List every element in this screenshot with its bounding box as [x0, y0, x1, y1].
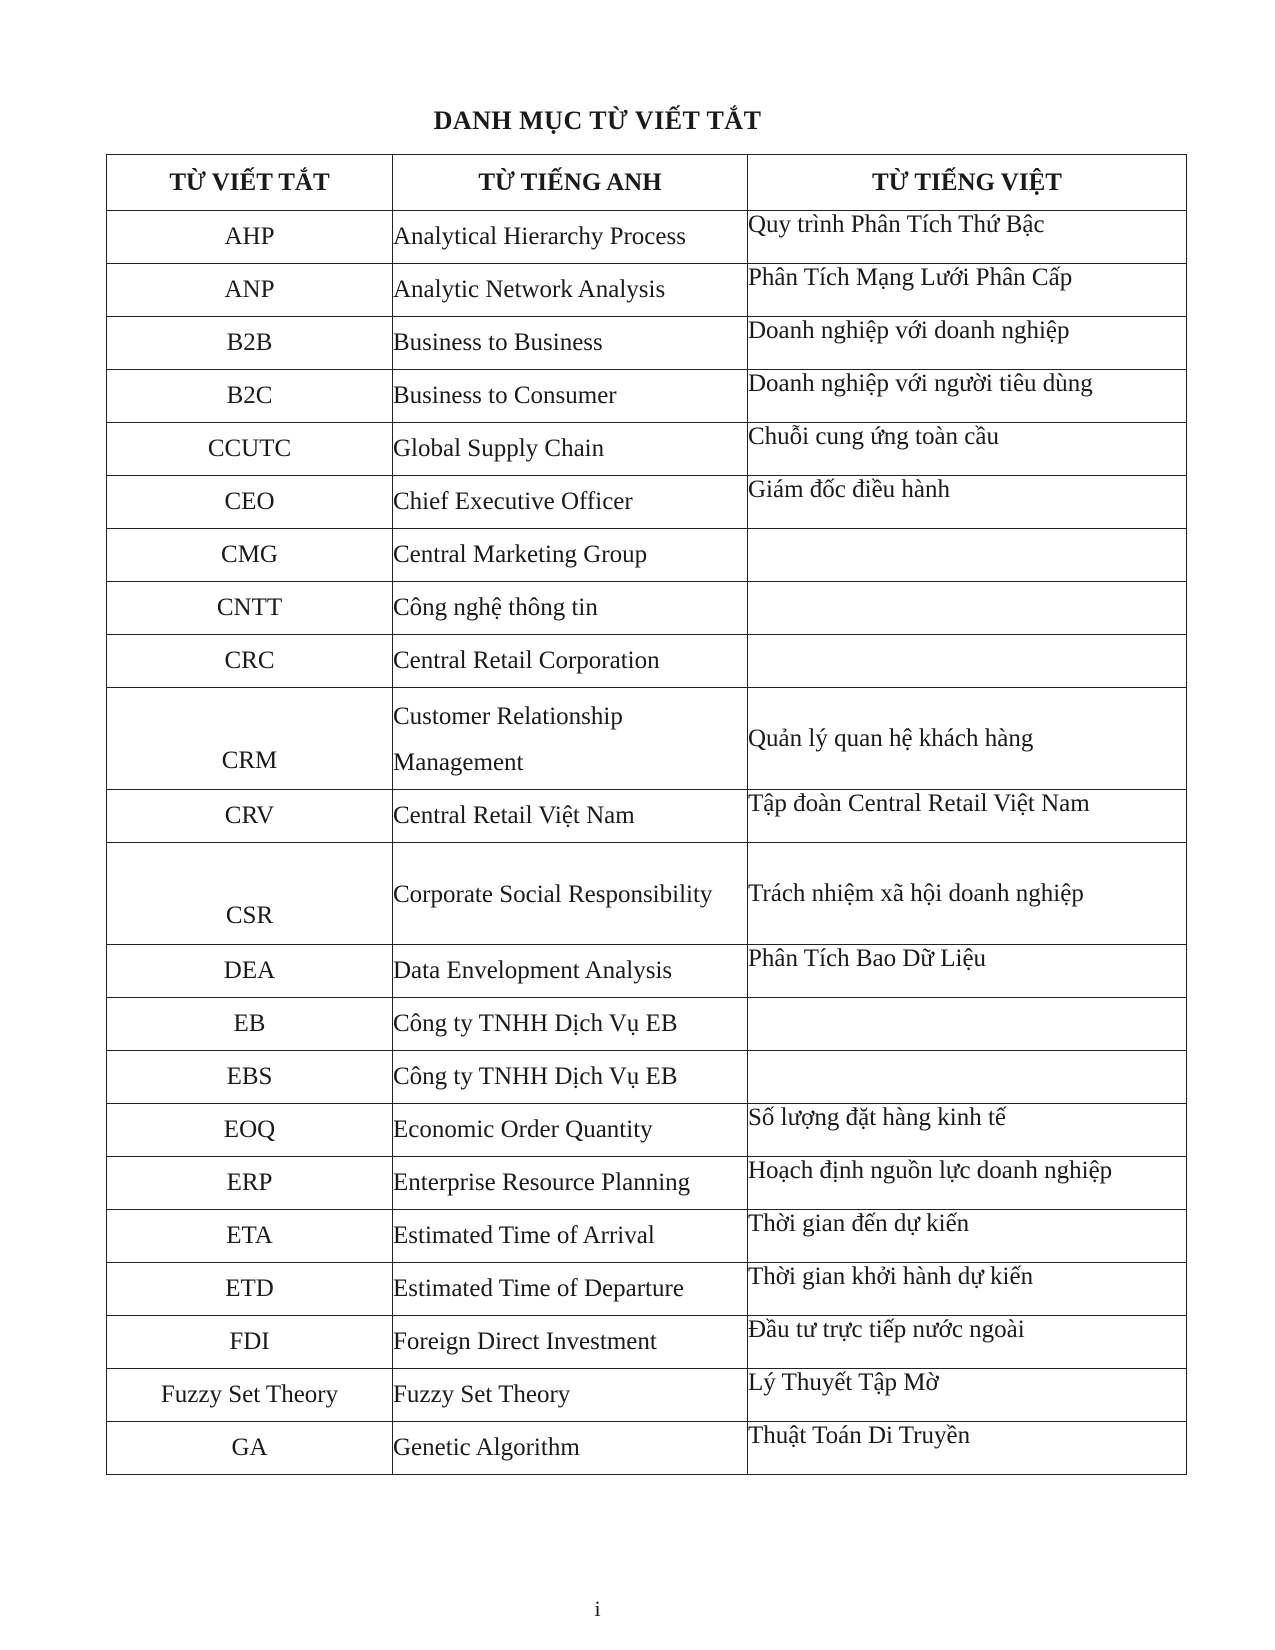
- english-term-cell: Công nghệ thông tin: [393, 582, 748, 635]
- vietnamese-term-cell: Giám đốc điều hành: [748, 476, 1187, 529]
- table-header-row: [107, 155, 1187, 211]
- table-body: [107, 211, 1187, 1475]
- table-row: [107, 370, 1187, 423]
- english-term-cell: Estimated Time of Arrival: [393, 1210, 748, 1263]
- table-row: [107, 476, 1187, 529]
- abbreviation-cell: ANP: [107, 264, 393, 317]
- english-term-cell: Business to Consumer: [393, 370, 748, 423]
- header-english: TỪ TIẾNG ANH: [393, 155, 748, 211]
- abbreviation-table: [106, 154, 1187, 1475]
- abbreviation-cell: GA: [107, 1422, 393, 1475]
- english-term-cell: Business to Business: [393, 317, 748, 370]
- english-term-cell: Central Retail Corporation: [393, 635, 748, 688]
- abbreviation-cell: CRC: [107, 635, 393, 688]
- table-row: [107, 998, 1187, 1051]
- table-row: [107, 1316, 1187, 1369]
- english-term-cell: Central Marketing Group: [393, 529, 748, 582]
- table-row: [107, 635, 1187, 688]
- table-row: [107, 1104, 1187, 1157]
- abbreviation-cell: EOQ: [107, 1104, 393, 1157]
- vietnamese-term-cell: [748, 582, 1187, 635]
- english-term-cell: Customer Relationship Management: [393, 688, 748, 790]
- english-term-cell: Analytic Network Analysis: [393, 264, 748, 317]
- abbreviation-cell: ETA: [107, 1210, 393, 1263]
- english-term-cell: Fuzzy Set Theory: [393, 1369, 748, 1422]
- table-row: [107, 843, 1187, 945]
- vietnamese-term-cell: Phân Tích Bao Dữ Liệu: [748, 945, 1187, 998]
- english-term-cell: Foreign Direct Investment: [393, 1316, 748, 1369]
- table-row: [107, 1263, 1187, 1316]
- table-row: [107, 582, 1187, 635]
- english-term-cell: Economic Order Quantity: [393, 1104, 748, 1157]
- abbreviation-cell: AHP: [107, 211, 393, 264]
- abbreviation-cell: B2B: [107, 317, 393, 370]
- table-row: [107, 529, 1187, 582]
- table-row: [107, 264, 1187, 317]
- abbreviation-cell: CCUTC: [107, 423, 393, 476]
- abbreviation-cell: DEA: [107, 945, 393, 998]
- table-row: [107, 945, 1187, 998]
- vietnamese-term-cell: Thời gian đến dự kiến: [748, 1210, 1187, 1263]
- vietnamese-term-cell: Quy trình Phân Tích Thứ Bậc: [748, 211, 1187, 264]
- vietnamese-term-cell: [748, 998, 1187, 1051]
- vietnamese-term-cell: Hoạch định nguồn lực doanh nghiệp: [748, 1157, 1187, 1210]
- vietnamese-term-cell: Số lượng đặt hàng kinh tế: [748, 1104, 1187, 1157]
- vietnamese-term-cell: Phân Tích Mạng Lưới Phân Cấp: [748, 264, 1187, 317]
- table-row: [107, 1157, 1187, 1210]
- abbreviation-cell: CEO: [107, 476, 393, 529]
- english-term-cell: Enterprise Resource Planning: [393, 1157, 748, 1210]
- table-row: [107, 790, 1187, 843]
- english-term-cell: Chief Executive Officer: [393, 476, 748, 529]
- abbreviation-cell: Fuzzy Set Theory: [107, 1369, 393, 1422]
- english-term-cell: Global Supply Chain: [393, 423, 748, 476]
- vietnamese-term-cell: Thuật Toán Di Truyền: [748, 1422, 1187, 1475]
- english-term-cell: Data Envelopment Analysis: [393, 945, 748, 998]
- vietnamese-term-cell: Lý Thuyết Tập Mờ: [748, 1369, 1187, 1422]
- table-row: [107, 688, 1187, 790]
- english-term-cell: Central Retail Việt Nam: [393, 790, 748, 843]
- english-term-cell: Analytical Hierarchy Process: [393, 211, 748, 264]
- table-row: [107, 211, 1187, 264]
- vietnamese-term-cell: Tập đoàn Central Retail Việt Nam: [748, 790, 1187, 843]
- page-number: i: [594, 1596, 601, 1621]
- vietnamese-term-cell: Trách nhiệm xã hội doanh nghiệp: [748, 843, 1187, 945]
- table-row: [107, 1422, 1187, 1475]
- page-title: DANH MỤC TỪ VIẾT TẮT: [433, 106, 762, 135]
- vietnamese-term-cell: Chuỗi cung ứng toàn cầu: [748, 423, 1187, 476]
- english-term-cell: Corporate Social Responsibility: [393, 843, 748, 945]
- table-row: [107, 1369, 1187, 1422]
- table-row: [107, 1210, 1187, 1263]
- abbreviation-cell: CMG: [107, 529, 393, 582]
- vietnamese-term-cell: Quản lý quan hệ khách hàng: [748, 688, 1187, 790]
- table-row: [107, 423, 1187, 476]
- english-term-cell: Công ty TNHH Dịch Vụ EB: [393, 998, 748, 1051]
- vietnamese-term-cell: [748, 635, 1187, 688]
- header-vietnamese: TỪ TIẾNG VIỆT: [748, 155, 1187, 211]
- table-row: [107, 317, 1187, 370]
- vietnamese-term-cell: Doanh nghiệp với doanh nghiệp: [748, 317, 1187, 370]
- abbreviation-cell: ERP: [107, 1157, 393, 1210]
- vietnamese-term-cell: Thời gian khởi hành dự kiến: [748, 1263, 1187, 1316]
- table-row: [107, 1051, 1187, 1104]
- abbreviation-cell: ETD: [107, 1263, 393, 1316]
- abbreviation-cell: CSR: [107, 843, 393, 945]
- abbreviation-cell: CRM: [107, 688, 393, 790]
- abbreviation-cell: B2C: [107, 370, 393, 423]
- abbreviation-cell: CRV: [107, 790, 393, 843]
- vietnamese-term-cell: Đầu tư trực tiếp nước ngoài: [748, 1316, 1187, 1369]
- abbreviation-cell: CNTT: [107, 582, 393, 635]
- english-term-cell: Estimated Time of Departure: [393, 1263, 748, 1316]
- vietnamese-term-cell: Doanh nghiệp với người tiêu dùng: [748, 370, 1187, 423]
- english-term-cell: Genetic Algorithm: [393, 1422, 748, 1475]
- vietnamese-term-cell: [748, 529, 1187, 582]
- header-abbreviation: TỪ VIẾT TẮT: [107, 155, 393, 211]
- english-term-cell: Công ty TNHH Dịch Vụ EB: [393, 1051, 748, 1104]
- abbreviation-cell: EBS: [107, 1051, 393, 1104]
- abbreviation-cell: EB: [107, 998, 393, 1051]
- vietnamese-term-cell: [748, 1051, 1187, 1104]
- abbreviation-cell: FDI: [107, 1316, 393, 1369]
